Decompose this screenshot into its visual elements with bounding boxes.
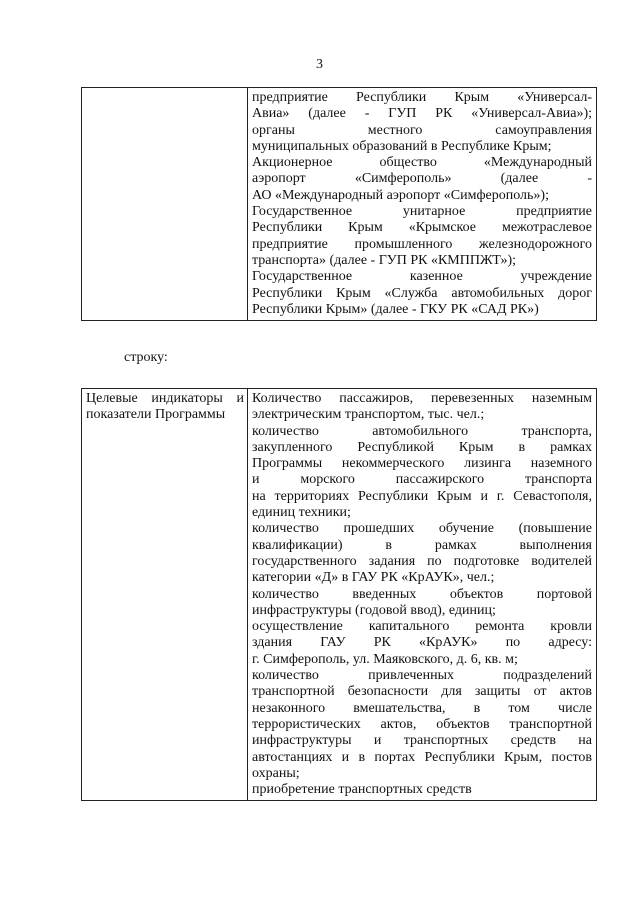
table-cell-line: количество прошедших обучение (повышение	[252, 521, 592, 537]
table-cell-line: муниципальных образований в Республике Крым;	[252, 138, 552, 154]
bottom-left-text	[82, 389, 247, 426]
table-cell-line: государственного задания по подготовке водителей	[252, 553, 592, 569]
table-cell-line: закупленного Республикой Крым в рамках	[252, 439, 592, 455]
caption-text: строку:	[124, 350, 168, 365]
table-row	[82, 389, 597, 801]
table-cell-line: Государственное казенное учреждение	[252, 269, 592, 285]
top-left-text	[82, 88, 247, 92]
table-cell-line: Целевые индикаторы и	[86, 391, 244, 406]
bottom-table-right-cell	[248, 389, 597, 801]
table-cell-line: количество введенных объектов портовой	[252, 586, 592, 602]
table-cell-line: Государственное унитарное предприятие	[252, 204, 592, 220]
table-cell-line: количество привлеченных подразделений	[252, 668, 592, 684]
table-row	[82, 88, 597, 321]
table-cell-line: Количество пассажиров, перевезенных наземным	[252, 391, 592, 406]
page-number: 3	[316, 57, 323, 72]
bottom-table-left-cell	[82, 389, 248, 801]
table-cell-line: инфраструктуры и транспортных средств на	[252, 733, 592, 749]
table-cell-line: предприятие промышленного железнодорожного	[252, 236, 592, 252]
table-cell-line: транспортной безопасности для защиты от актов	[252, 684, 592, 700]
top-table-right-cell	[248, 88, 597, 321]
table-cell-line: показатели Программы	[86, 407, 226, 423]
table-cell-line: террористических актов, объектов транспортной	[252, 716, 592, 732]
table-cell-line: электрическим транспортом, тыс. чел.;	[252, 407, 485, 423]
table-cell-line: транспорта» (далее - ГУП РК «КМППЖТ»);	[252, 252, 517, 268]
top-table	[81, 87, 597, 321]
table-cell-line: Программы некоммерческого лизинга наземного	[252, 456, 592, 472]
table-cell-line: здания ГАУ РК «КрАУК» по адресу:	[252, 635, 592, 651]
table-cell-line: единиц техники;	[252, 505, 351, 521]
table-cell-line: автостанциях и в портах Республики Крым, постов	[252, 749, 592, 765]
table-cell-line: на территориях Республики Крым и г. Севастополя,	[252, 488, 592, 504]
table-cell-line: незаконного вмешательства, в том числе	[252, 700, 592, 716]
table-cell-line: осуществление капитального ремонта кровли	[252, 619, 592, 635]
table-cell-line: приобретение транспортных средств	[252, 782, 472, 798]
table-cell-line: квалификации) в рамках выполнения	[252, 537, 592, 553]
table-cell-line: предприятие Республики Крым «Универсал-	[252, 90, 592, 105]
table-cell-line: и морского пассажирского транспорта	[252, 472, 592, 488]
table-cell-line: категории «Д» в ГАУ РК «КрАУК», чел.;	[252, 570, 495, 586]
table-cell-line: Акционерное общество «Международный	[252, 155, 592, 171]
table-cell-line: инфраструктуры (годовой ввод), единиц;	[252, 602, 496, 618]
table-cell-line: органы местного самоуправления	[252, 122, 592, 138]
top-table-left-cell	[82, 88, 248, 321]
table-cell-line: аэропорт «Симферополь» (далее -	[252, 171, 592, 187]
table-cell-line: охраны;	[252, 765, 300, 781]
table-cell-line: г. Симферополь, ул. Маяковского, д. 6, кв. м;	[252, 651, 518, 667]
table-cell-line: Республики Крым «Крымское межотраслевое	[252, 220, 592, 236]
table-cell-line: Авиа» (далее - ГУП РК «Универсал-Авиа»);	[252, 106, 592, 122]
table-cell-line: Республики Крым «Служба автомобильных дорог	[252, 285, 592, 301]
table-cell-line: АО «Международный аэропорт «Симферополь»);	[252, 187, 549, 203]
top-right-text	[248, 88, 596, 320]
bottom-right-text	[248, 389, 596, 800]
table-cell-line: количество автомобильного транспорта,	[252, 423, 592, 439]
table-cell-line: Республики Крым» (далее - ГКУ РК «САД РК»)	[252, 301, 539, 317]
bottom-table	[81, 388, 597, 801]
